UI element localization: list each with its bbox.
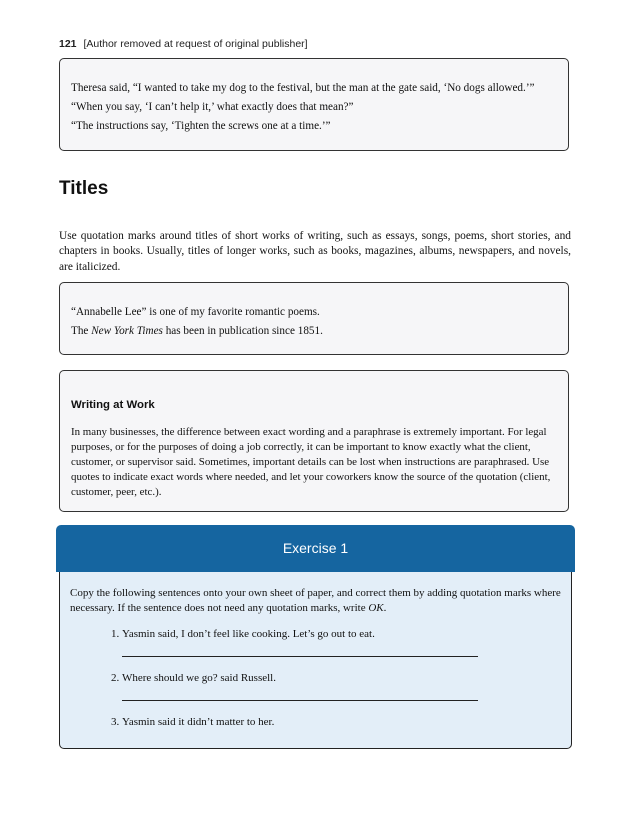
exercise-item-text: Where should we go? said Russell. xyxy=(122,672,276,684)
example-line: “The instructions say, ‘Tighten the screws one at a time.’” xyxy=(71,120,331,132)
exercise-list xyxy=(70,627,561,730)
exercise-item xyxy=(122,671,561,701)
exercise-box xyxy=(56,525,575,749)
page-header xyxy=(59,38,308,50)
quotation-examples-box xyxy=(59,58,569,151)
answer-line xyxy=(122,642,478,657)
exercise-intro xyxy=(70,586,561,615)
writing-at-work-body: In many businesses, the difference between exact wording and a paraphrase is extremely important. For legal purposes, or for the purposes of doing a job correctly, it can be important to know exactly what the client, customer, or supervisor said. Sometimes, important details can be lost when instructions are paraphrased. Use quotes to indicate exact words where needed, and let your coworkers know the source of the quotation (client, customer, peer, etc.). xyxy=(71,426,551,498)
text-run: Copy the following sentences onto your own sheet of paper, and correct them by adding quotation marks where necessary. If the sentence does not need any quotation marks, write xyxy=(70,587,561,614)
example-line: “Annabelle Lee” is one of my favorite romantic poems. xyxy=(71,306,320,318)
text-run: . xyxy=(383,601,387,614)
exercise-title: Exercise 1 xyxy=(56,525,575,572)
example-line: Theresa said, “I wanted to take my dog to the festival, but the man at the gate said, ‘No dogs allowed.’” xyxy=(71,82,535,94)
exercise-item-text: Yasmin said, I don’t feel like cooking. Let’s go out to eat. xyxy=(122,628,375,640)
example-line xyxy=(71,324,557,339)
section-title: Titles xyxy=(59,178,109,199)
italic-word: OK xyxy=(368,601,384,614)
exercise-body xyxy=(59,572,572,749)
text-run: The xyxy=(71,325,92,337)
page-number: 121 xyxy=(59,38,77,50)
author-note: [Author removed at request of original publisher] xyxy=(83,38,308,50)
text-run: has been in publication since 1851. xyxy=(162,325,323,337)
writing-at-work-box xyxy=(59,370,569,512)
example-line: “When you say, ‘I can’t help it,’ what exactly does that mean?” xyxy=(71,101,354,113)
italic-title: New York Times xyxy=(91,325,163,337)
titles-examples-box xyxy=(59,282,569,355)
exercise-item xyxy=(122,715,561,730)
section-paragraph: Use quotation marks around titles of short works of writing, such as essays, songs, poems, short stories, and chapters in books. Usually, titles of longer works, such as books, magazines, albums, newspapers, and novels, are italicized. xyxy=(59,230,571,273)
answer-line xyxy=(122,686,478,701)
writing-at-work-heading: Writing at Work xyxy=(71,399,155,411)
exercise-item-text: Yasmin said it didn’t matter to her. xyxy=(122,716,275,728)
exercise-item xyxy=(122,627,561,657)
